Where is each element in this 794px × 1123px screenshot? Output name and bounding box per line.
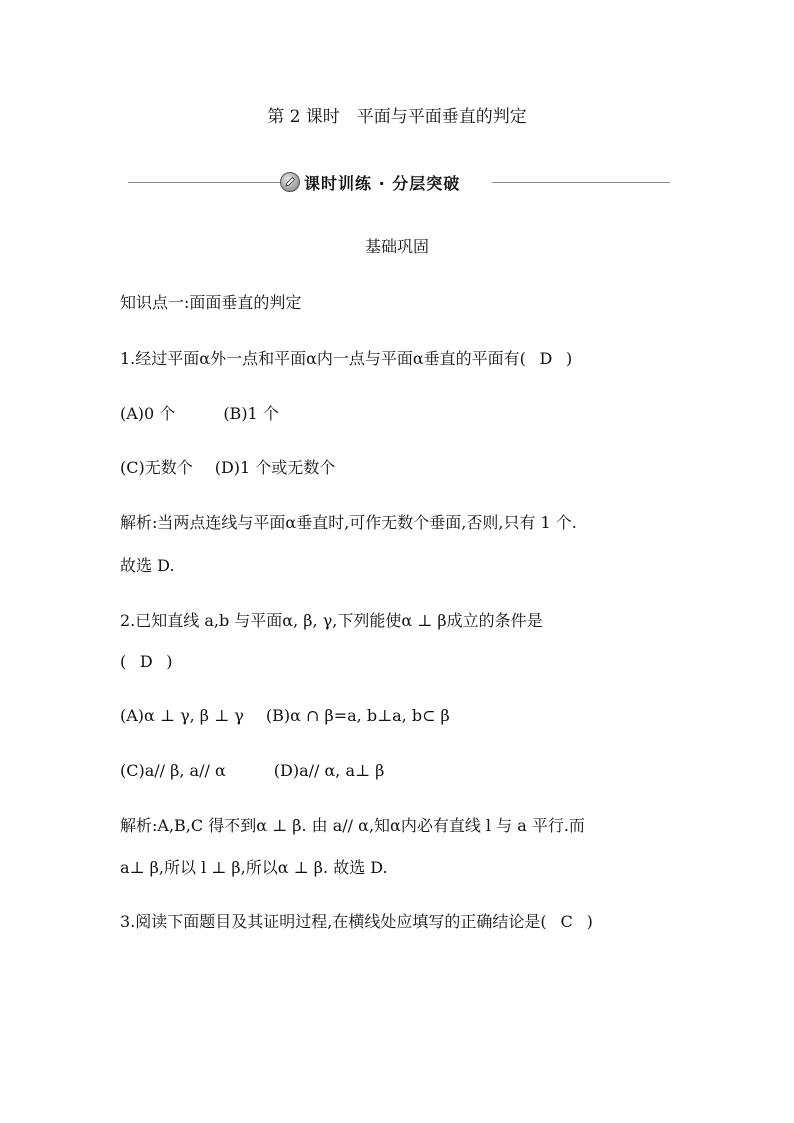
question-1-close: ) — [565, 349, 573, 368]
banner-rule-left — [128, 182, 284, 183]
question-2-close: ) — [166, 652, 173, 671]
question-1-options-ab — [120, 404, 279, 424]
pen-icon — [280, 172, 300, 192]
question-1-answer: D — [539, 349, 553, 368]
question-2-analysis-1: 解析:A,B,C 得不到α ⊥ β. 由 a// α,知α内必有直线 l 与 a 平行.而 — [120, 816, 585, 835]
question-1-options-cd — [120, 458, 335, 478]
banner-rule-right — [492, 182, 670, 183]
question-1-stem — [120, 349, 572, 369]
question-2-stem: 2.已知直线 a,b 与平面α, β, γ,下列能使α ⊥ β成立的条件是 — [120, 611, 543, 630]
question-2-answer-line — [120, 652, 173, 672]
question-3-answer: C — [560, 912, 573, 931]
question-1-analysis-1: 解析:当两点连线与平面α垂直时,可作无数个垂面,否则,只有 1 个. — [120, 513, 577, 532]
option-d: (D)1 个或无数个 — [214, 458, 336, 477]
option-b: (B)1 个 — [223, 404, 279, 423]
question-2-open: ( — [120, 652, 127, 671]
question-1-text: 1.经过平面α外一点和平面α内一点与平面α垂直的平面有( — [120, 349, 526, 368]
question-3-close: ) — [586, 912, 593, 931]
question-2-answer: D — [139, 652, 153, 671]
section-banner — [128, 170, 670, 194]
banner-text: 课时训练 · 分层突破 — [304, 173, 461, 193]
question-3-stem — [120, 912, 593, 932]
question-2-analysis-2: a⊥ β,所以 l ⊥ β,所以α ⊥ β. 故选 D. — [120, 858, 388, 877]
banner-label — [280, 170, 492, 194]
option-d: (D)a// α, a⊥ β — [273, 761, 385, 780]
option-a: (A)α ⊥ γ, β ⊥ γ — [120, 706, 244, 725]
option-c: (C)无数个 — [120, 458, 193, 477]
question-1-analysis-2: 故选 D. — [120, 556, 175, 575]
option-c: (C)a// β, a// α — [120, 761, 226, 780]
option-b: (B)α ∩ β=a, b⊥a, b⊂ β — [265, 706, 450, 725]
question-2-options-ab — [120, 706, 450, 726]
question-3-text: 3.阅读下面题目及其证明过程,在横线处应填写的正确结论是( — [120, 912, 547, 931]
question-2-options-cd — [120, 761, 384, 781]
section-title: 基础巩固 — [364, 237, 429, 256]
option-a: (A)0 个 — [120, 404, 176, 423]
page-title: 第 2 课时 平面与平面垂直的判定 — [267, 107, 527, 127]
knowledge-point: 知识点一:面面垂直的判定 — [120, 293, 302, 312]
